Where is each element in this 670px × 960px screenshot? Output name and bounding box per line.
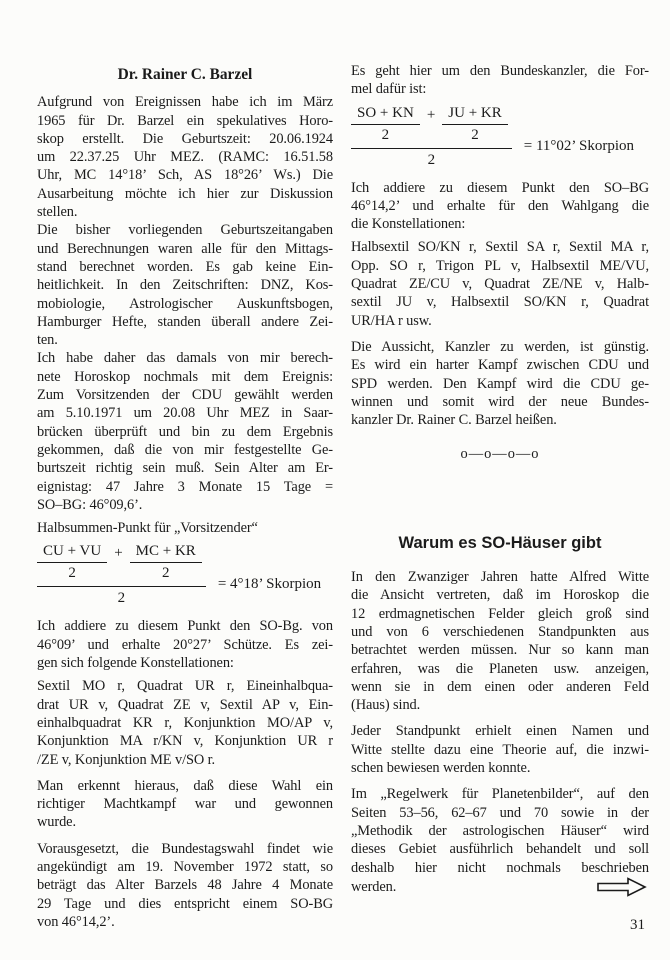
fraction-2 — [130, 543, 202, 582]
text-line: Aufgrund von Ereignissen habe ich im März — [37, 94, 333, 111]
fraction-2-numerator: MC + KR — [130, 543, 202, 563]
text-line: mobiologie, Astrologischer Auskunftsbogen, — [37, 295, 333, 312]
text-line: „Methodik der astrologischen Häuser“ wird — [351, 822, 649, 839]
text-line: Ich addiere zu diesem Punkt den SO-Bg. von — [37, 618, 333, 635]
text-line: Quadrat ZE/CU v, Quadrat ZE/NE v, Halb- — [351, 276, 649, 293]
continuation-line — [351, 877, 649, 897]
text-line: 46°14,2’ und erhalte für den Wahlgang die — [351, 197, 649, 214]
paragraph-witte-theory — [351, 568, 649, 714]
fraction-1 — [351, 105, 420, 144]
text-line: Es geht hier um den Bundeskanzler, die For- — [351, 63, 649, 79]
text-line: Halbsextil SO/KN r, Sextil SA r, Sextil MA r, — [351, 239, 649, 256]
text-line: Es wird ein harter Kampf zwischen CDU und — [351, 357, 649, 374]
halfsum-formula-bundeskanzler — [351, 105, 649, 169]
text-line: und Berechnungen waren alle für den Mittags- — [37, 240, 333, 257]
fraction-2-numerator: JU + KR — [442, 105, 507, 125]
text-line: /ZE v, Konjunktion ME v/SO r. — [37, 751, 216, 768]
formula-result: = 11°02’ Skorpion — [523, 137, 635, 154]
text-line: wurde. — [37, 814, 76, 831]
fraction-1-denominator: 2 — [381, 126, 390, 143]
text-line: Ich addiere zu diesem Punkt den SO–BG — [351, 179, 649, 196]
paragraph-references — [351, 785, 649, 876]
text-line: Jeder Standpunkt erhielt einen Namen und — [351, 723, 649, 740]
text-line: beträgt das Alter Barzels 48 Jahre 4 Monate — [37, 877, 333, 894]
formula-result: = 4°18’ Skorpion — [217, 576, 322, 593]
page-number: 31 — [630, 917, 645, 933]
text-line: drat UR v, Quadrat ZE v, Sextil AP v, Ein- — [37, 696, 333, 713]
text-line: 1965 für Dr. Barzel ein spekulatives Horo- — [37, 112, 333, 129]
paragraph-addition-result — [37, 617, 333, 672]
plus-sign: + — [426, 106, 436, 123]
fraction-1 — [37, 543, 107, 582]
text-line: deshalb hier nicht nochmals beschrieben — [351, 859, 649, 876]
section-title: Warum es SO-Häuser gibt — [398, 533, 602, 552]
outer-denominator: 2 — [351, 148, 512, 169]
left-column — [37, 66, 333, 931]
fraction-2-denominator: 2 — [161, 565, 170, 582]
text-line: angekündigt am 19. November 1972 statt, so — [37, 858, 333, 875]
text-line: dieses Gebiet ausführlich behandelt und soll — [351, 841, 649, 858]
text-line: SPD werden. Den Kampf wird die CDU ge- — [351, 375, 649, 392]
text-line: einhalbquadrat KR r, Konjunktion MO/AP v, — [37, 714, 333, 731]
paragraph-election-age — [37, 840, 333, 931]
text-line: kanzler Dr. Rainer C. Barzel heißen. — [351, 412, 557, 429]
text-line: Konjunktion MA r/KN v, Konjunktion UR r — [37, 733, 333, 750]
text-line: winnen und somit wird der neue Bundes- — [351, 393, 649, 410]
plus-sign: + — [114, 545, 123, 562]
text-line: Witte stellte dazu eine Theorie auf, die inzwi- — [351, 741, 649, 758]
text-line: die Ansicht vertreten, daß im Horoskop die — [351, 587, 649, 604]
text-line: werden. — [351, 878, 397, 895]
text-line: Im „Regelwerk für Planetenbilder“, auf den — [351, 786, 649, 803]
paragraph-prediction — [351, 338, 649, 429]
paragraph-ballot-addition — [351, 179, 649, 234]
fraction-2-denominator: 2 — [471, 126, 479, 143]
paragraph-verification — [37, 349, 333, 514]
text-line: Opp. SO r, Trigon PL v, Halbsextil ME/VU, — [351, 257, 649, 274]
text-line: stand berechnet worden. Es gab keine Ein- — [37, 258, 333, 275]
paragraph-standpoint-names — [351, 722, 649, 777]
text-line: Die Aussicht, Kanzler zu werden, ist günstig. — [351, 338, 649, 355]
text-line: Seiten 53–56, 62–67 und 70 sowie in der — [351, 804, 649, 821]
continue-arrow-icon — [597, 877, 647, 897]
text-line: sextil JU v, Halbsextil SO/KN r, Quadrat — [351, 294, 649, 311]
text-line: gekommen, daß die von mir festgestellte Ge- — [37, 441, 333, 458]
text-line: Ausarbeitung möchte ich hier zur Diskussion — [37, 185, 333, 202]
text-line: In den Zwanziger Jahren hatte Alfred Witte — [351, 569, 649, 586]
text-line: heitlichkeit. In den Zeitschriften: DNZ, Kos- — [37, 277, 333, 294]
text-line: von 46°14,2’. — [37, 913, 115, 930]
text-line: und von 6 verschiedenen Standpunkten aus — [351, 623, 649, 640]
text-line: Die bisher vorliegenden Geburtszeitangaben — [37, 222, 333, 239]
text-line: (Haus) sind. — [351, 697, 421, 714]
right-column — [351, 62, 649, 897]
halfsum-caption — [37, 519, 333, 537]
text-line: Hamburger Hefte, standen überall andere Zei- — [37, 313, 333, 330]
text-line: Halbsummen-Punkt für „Vorsitzender“ — [37, 520, 258, 537]
text-line: 29 Tage und dies entspricht einem SO-BG — [37, 895, 333, 912]
article-title: Dr. Rainer C. Barzel — [117, 66, 253, 83]
text-line: richtiger Machtkampf war und gewonnen — [37, 796, 333, 813]
text-line: eignistag: 47 Jahre 3 Monate 15 Tage = — [37, 478, 333, 495]
text-line: UR/HA r usw. — [351, 312, 432, 329]
outer-denominator: 2 — [37, 586, 206, 607]
fraction-1-denominator: 2 — [68, 565, 76, 582]
text-line: nete Horoskop nochmals mit dem Ereignis: — [37, 368, 333, 385]
text-line: stellen. — [37, 204, 78, 221]
fraction-1-numerator: SO + KN — [351, 105, 420, 125]
text-line: ten. — [37, 332, 58, 349]
text-line: Vorausgesetzt, die Bundestagswahl findet wie — [37, 840, 333, 857]
paragraph-constellations-2 — [351, 238, 649, 329]
text-line: burtszeit richtig sein muß. Sein Alter am Er- — [37, 460, 333, 477]
text-line: 12 erdmagnetischen Felder gleich groß sind — [351, 605, 649, 622]
text-line: Man erkennt hieraus, daß diese Wahl ein — [37, 777, 333, 794]
fraction-1-numerator: CU + VU — [37, 543, 107, 563]
text-line: Zum Vorsitzenden der CDU gewählt werden — [37, 387, 333, 404]
text-line: am 5.10.1971 um 20.08 Uhr MEZ in Saar- — [37, 405, 333, 422]
paragraph-power-struggle — [37, 777, 333, 832]
text-line: die Konstellationen: — [351, 216, 466, 233]
paragraph-birth-data — [37, 93, 333, 221]
outer-fraction — [351, 105, 512, 169]
text-line: betrachtet werden müssen. Nur so kann man — [351, 642, 649, 659]
text-line: Uhr, MC 14°18’ Sch, AS 18°26’ Ws.) Die — [37, 167, 333, 184]
halfsum-formula-vorsitzender — [37, 543, 333, 607]
text-line: 46°09’ und erhalte 20°27’ Schütze. Es zei- — [37, 636, 333, 653]
text-line: erfahren, was die Planeten usw. anzeigen, — [351, 660, 649, 677]
text-line: skop erstellt. Die Geburtszeit: 20.06.1924 — [37, 130, 333, 147]
text-line: SO–BG: 46°09,6’. — [37, 496, 143, 513]
paragraph-previous-times — [37, 221, 333, 349]
text-line: Sextil MO r, Quadrat UR r, Eineinhalbqua- — [37, 678, 333, 695]
text-line: mel dafür ist: — [351, 81, 427, 98]
text-line: schen bewiesen werden konnte. — [351, 760, 531, 777]
section-divider: o—o—o—o — [460, 446, 540, 463]
text-line: Ich habe daher das damals von mir berech- — [37, 350, 333, 367]
outer-numerator — [351, 105, 512, 148]
text-line: brücken überprüft und bin zu dem Ergebnis — [37, 423, 333, 440]
text-line: gen sich folgende Konstellationen: — [37, 655, 234, 672]
outer-fraction — [37, 543, 206, 607]
paragraph-chancellor-formula-intro — [351, 62, 649, 99]
outer-numerator — [37, 543, 206, 586]
text-line: wenn sie in dem einen oder anderen Feld — [351, 678, 649, 695]
fraction-2 — [442, 105, 507, 144]
paragraph-constellations-1 — [37, 677, 333, 768]
text-line: um 22.37.25 Uhr MEZ. (RAMC: 16.51.58 — [37, 149, 333, 166]
